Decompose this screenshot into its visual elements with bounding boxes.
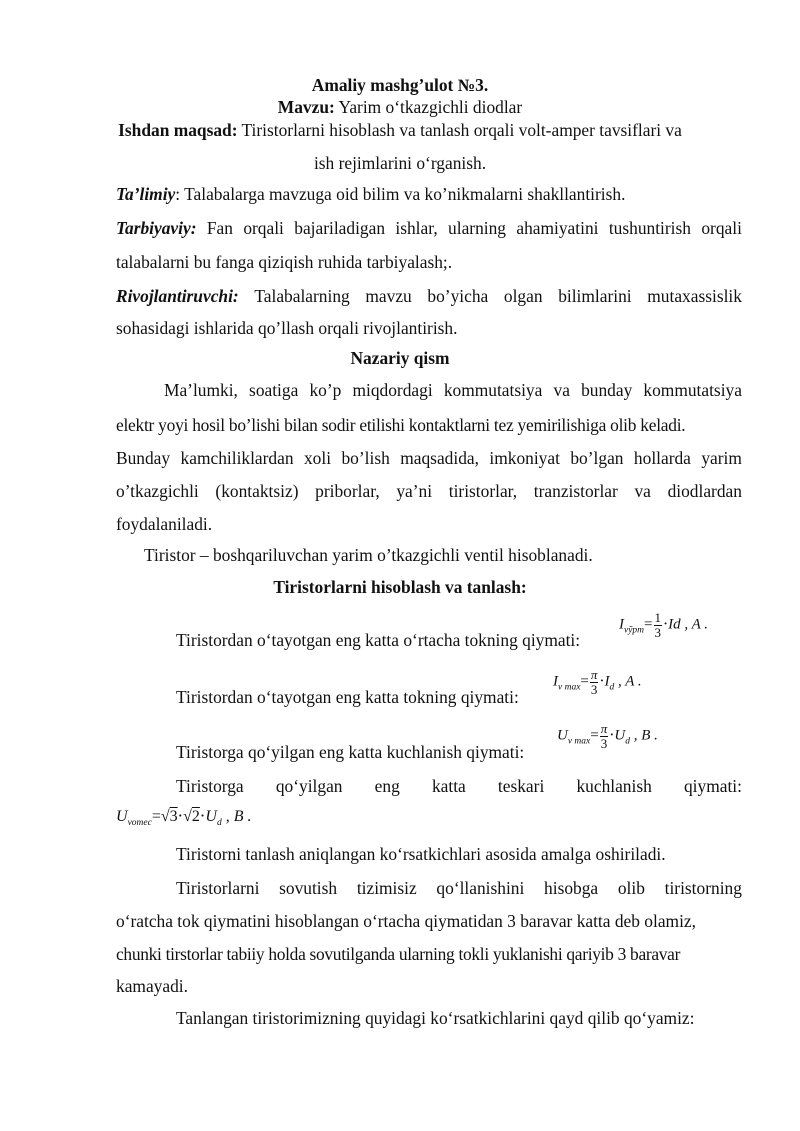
word: yarim bbox=[701, 448, 742, 468]
max-current-text: Tiristordan o‘tayotgan eng katta tokning qiymati: bbox=[176, 687, 519, 707]
formula-symbol: I bbox=[619, 616, 624, 633]
formula-subscript: vomec bbox=[127, 818, 152, 828]
rivoj-label: Rivojlantiruvchi: bbox=[116, 286, 239, 306]
formula-tail-pre: ⋅U bbox=[609, 727, 626, 744]
word: hollarda bbox=[633, 448, 691, 468]
equals-sign: = bbox=[644, 616, 653, 633]
formula-tail: , B . bbox=[221, 808, 252, 825]
theory-p1-line-3 bbox=[116, 450, 742, 467]
dot-operator: ⋅ bbox=[177, 808, 184, 825]
fraction-denominator: 3 bbox=[654, 624, 662, 640]
formula-symbol: I bbox=[553, 673, 558, 690]
word: bajariladigan bbox=[294, 218, 386, 238]
max-current-formula bbox=[553, 668, 642, 696]
formula-subscript: vỹpm bbox=[624, 625, 645, 636]
word: olib bbox=[617, 878, 645, 898]
word: bo’yicha bbox=[427, 286, 489, 306]
fraction-numerator: π bbox=[600, 721, 608, 736]
word: tiristorlar, bbox=[448, 481, 518, 501]
avg-current-text: Tiristordan o‘tayotgan eng katta o‘rtacha tokning qiymati: bbox=[176, 630, 581, 650]
fraction-numerator: 1 bbox=[654, 610, 662, 625]
formula-tail-pre: ⋅U bbox=[199, 808, 217, 825]
word: Tiristorlarni bbox=[176, 878, 260, 898]
theory-heading: Nazariy qism bbox=[350, 348, 450, 368]
word: xoli bbox=[303, 448, 332, 468]
aim-line-2: ish rejimlarini o‘rganish. bbox=[313, 153, 487, 173]
word: Talabalarning bbox=[254, 286, 350, 306]
radicand: 3 bbox=[169, 808, 178, 825]
word: o’tkazgichli bbox=[116, 481, 199, 501]
word: olgan bbox=[503, 286, 543, 306]
equals-sign: = bbox=[151, 808, 161, 825]
word: Ma’lumki, bbox=[164, 380, 238, 400]
talimiy-text: : Talabalarga mavzuga oid bilim va ko’nikmalarni shakllantirish. bbox=[175, 184, 626, 204]
cooling-line-2: o‘ratcha tok qiymatini hisoblangan o‘rtacha qiymatidan 3 baravar katta deb olamiz, bbox=[116, 911, 696, 931]
theory-p1-line-2: elektr yoyi hosil bo’lishi bilan sodir etilishi kontaktlarni tez yemirilishiga olib keladi. bbox=[116, 415, 686, 435]
fraction bbox=[654, 611, 663, 639]
formula-tail-subscript: d bbox=[609, 682, 615, 693]
word: hisobga bbox=[544, 878, 599, 898]
talimiy-label: Ta’limiy bbox=[116, 184, 176, 204]
rivoj-line-1 bbox=[116, 288, 742, 305]
word: orqali bbox=[243, 218, 284, 238]
page-title: Amaliy mashg’ulot №3. bbox=[311, 75, 489, 95]
word: kamchiliklardan bbox=[180, 448, 294, 468]
word: va bbox=[553, 380, 570, 400]
theory-p2: Tiristor – boshqariluvchan yarim o’tkazgichli ventil hisoblanadi. bbox=[144, 545, 593, 565]
word: qo‘yilgan bbox=[275, 776, 343, 796]
word: tushuntirish bbox=[608, 218, 691, 238]
fraction-denominator: 3 bbox=[600, 735, 608, 751]
word: bo’lgan bbox=[570, 448, 624, 468]
word: tizimisiz bbox=[356, 878, 417, 898]
avg-current-formula bbox=[619, 611, 708, 639]
word: priborlar, bbox=[315, 481, 380, 501]
theory-p1-line-4 bbox=[116, 483, 742, 500]
formula-tail: ⋅Id , A . bbox=[663, 616, 709, 633]
word: miqdordagi bbox=[352, 380, 433, 400]
word: kommutatsiya bbox=[443, 380, 543, 400]
word: maqsadida, bbox=[400, 448, 479, 468]
tarbiyaviy-label: Tarbiyaviy: bbox=[116, 218, 197, 238]
formula-subscript: v max bbox=[567, 736, 591, 747]
tarbiyaviy-line-2: talabalarni bu fanga qiziqish ruhida tarbiyalash;. bbox=[116, 252, 453, 272]
word: sovutish bbox=[279, 878, 338, 898]
fraction bbox=[600, 722, 609, 750]
reverse-voltage-formula bbox=[116, 809, 251, 829]
word: bunday bbox=[581, 380, 633, 400]
formula-tail: , B . bbox=[629, 727, 658, 744]
word: ahamiyatini bbox=[516, 218, 599, 238]
word: ishlar, bbox=[395, 218, 438, 238]
reverse-voltage-line bbox=[176, 778, 742, 795]
aim-text-1: Tiristorlarni hisoblash va tanlash orqali volt-amper tavsiflari va bbox=[237, 120, 682, 140]
sqrt-3: √3 bbox=[160, 808, 178, 825]
word: katta bbox=[431, 776, 466, 796]
equals-sign: = bbox=[580, 673, 589, 690]
cooling-line-1 bbox=[176, 880, 742, 897]
rivoj-line-2: sohasidagi ishlarida qo’llash orqali rivojlantirish. bbox=[116, 318, 458, 338]
word: (kontaktsiz) bbox=[215, 481, 299, 501]
word: eng bbox=[374, 776, 400, 796]
word: bilimlarini bbox=[558, 286, 632, 306]
aim-label: Ishdan maqsad: bbox=[118, 120, 238, 140]
theory-p1-line-1 bbox=[164, 382, 742, 399]
formula-symbol: U bbox=[557, 727, 568, 744]
cooling-line-4: kamayadi. bbox=[116, 976, 188, 996]
word: tranzistorlar bbox=[533, 481, 618, 501]
fraction bbox=[590, 668, 599, 696]
formula-tail-subscript: d bbox=[625, 736, 630, 747]
topic-label: Mavzu: bbox=[277, 97, 335, 117]
word: diodlardan bbox=[667, 481, 742, 501]
word: va bbox=[634, 481, 651, 501]
max-voltage-text: Tiristorga qo‘yilgan eng katta kuchlanish qiymati: bbox=[176, 742, 525, 762]
word: Bunday bbox=[116, 448, 171, 468]
word: ya’ni bbox=[396, 481, 433, 501]
word: bo’lish bbox=[341, 448, 390, 468]
calc-heading: Tiristorlarni hisoblash va tanlash: bbox=[273, 577, 527, 597]
topic-line bbox=[0, 99, 800, 116]
radicand: 2 bbox=[191, 808, 200, 825]
cooling-line-3: chunki tirstorlar tabiiy holda sovutilganda ularning tokli yuklanishi qariyib 3 baravar bbox=[116, 944, 681, 964]
fraction-numerator: π bbox=[590, 667, 598, 682]
word: soatiga bbox=[249, 380, 299, 400]
word: ularning bbox=[448, 218, 507, 238]
formula-tail-subscript: d bbox=[216, 818, 222, 828]
word: orqali bbox=[701, 218, 742, 238]
word: imkoniyat bbox=[489, 448, 560, 468]
tarbiyaviy-line-1 bbox=[116, 220, 742, 237]
formula-symbol: U bbox=[116, 808, 128, 825]
word: Fan bbox=[206, 218, 233, 238]
word: qo‘llanishini bbox=[436, 878, 525, 898]
max-voltage-formula bbox=[557, 722, 658, 750]
word: kommutatsiya bbox=[643, 380, 742, 400]
formula-subscript: v max bbox=[558, 682, 581, 693]
formula-tail-pre: ⋅I bbox=[599, 673, 610, 690]
word: tiristorning bbox=[664, 878, 742, 898]
word: Tiristorga bbox=[176, 776, 244, 796]
formula-tail: , A . bbox=[614, 673, 642, 690]
equals-sign: = bbox=[590, 727, 599, 744]
final-text: Tanlangan tiristorimizning quyidagi ko‘rsatkichlarini qayd qilib qo‘yamiz: bbox=[176, 1008, 695, 1028]
word: qiymati: bbox=[683, 776, 742, 796]
selection-text: Tiristorni tanlash aniqlangan ko‘rsatkichlari asosida amalga oshiriladi. bbox=[176, 844, 666, 864]
word: teskari bbox=[497, 776, 545, 796]
talimiy-line bbox=[116, 186, 625, 203]
word: mavzu bbox=[365, 286, 412, 306]
topic-text: Yarim o‘tkazgichli diodlar bbox=[334, 97, 523, 117]
word: ko’p bbox=[309, 380, 342, 400]
word: kuchlanish bbox=[576, 776, 652, 796]
fraction-denominator: 3 bbox=[590, 681, 598, 697]
sqrt-2: √2 bbox=[183, 808, 200, 825]
theory-p1-line-5: foydalaniladi. bbox=[116, 514, 213, 534]
word: mutaxassislik bbox=[647, 286, 742, 306]
aim-line-1 bbox=[0, 122, 800, 139]
